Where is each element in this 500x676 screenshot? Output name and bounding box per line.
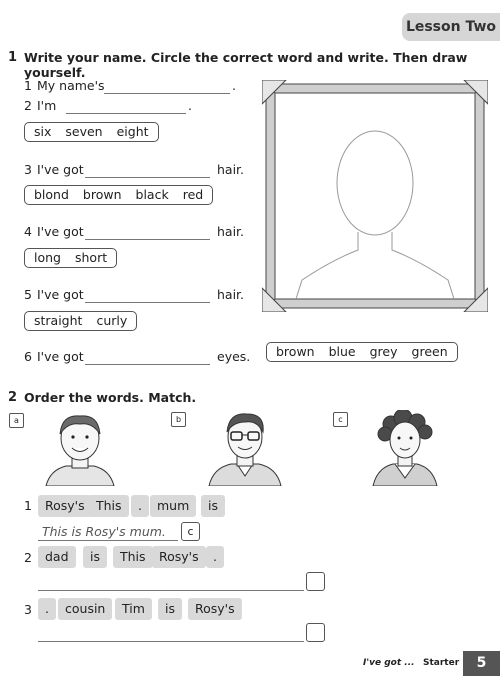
item-1-suffix: .: [232, 78, 236, 93]
hair-colour-options-box: [24, 185, 213, 205]
item-6-prefix: I've got: [37, 349, 84, 364]
word-tile[interactable]: .: [206, 546, 224, 568]
boy-illustration: [40, 408, 120, 486]
item-3-prefix: I've got: [37, 162, 84, 177]
word-tile[interactable]: This: [113, 546, 153, 568]
item-6-write-line[interactable]: [85, 364, 210, 365]
word-tile[interactable]: cousin: [58, 598, 112, 620]
option-short[interactable]: short: [74, 250, 108, 265]
item-2-suffix: .: [188, 98, 192, 113]
option-blue-eyes[interactable]: blue: [328, 344, 356, 359]
option-straight[interactable]: straight: [34, 313, 83, 328]
man-with-glasses-illustration: [205, 410, 285, 486]
item-4-prefix: I've got: [37, 224, 84, 239]
sentence-2-match-box[interactable]: [306, 572, 325, 591]
item-1-write-line[interactable]: [104, 93, 230, 94]
hair-style-options-box: [24, 311, 137, 331]
option-long[interactable]: long: [34, 250, 61, 265]
exercise-1-instruction: Write your name. Circle the correct word and write. Then draw yourself.: [24, 50, 468, 80]
word-tile[interactable]: .: [38, 598, 56, 620]
sentence-2-number: 2: [24, 550, 32, 565]
item-1-prefix: My name's: [37, 78, 105, 93]
picture-label-a: a: [9, 413, 24, 428]
sentence-3-write-line[interactable]: [38, 641, 304, 642]
footer-unit-title: I've got ...: [363, 658, 415, 668]
word-tile[interactable]: This: [89, 495, 129, 517]
word-tile[interactable]: is: [83, 546, 107, 568]
option-green-eyes[interactable]: green: [411, 344, 448, 359]
sentence-1-number: 1: [24, 498, 32, 513]
exercise-2-instruction: Order the words. Match.: [24, 390, 197, 405]
option-six[interactable]: six: [34, 124, 52, 139]
option-brown-eyes[interactable]: brown: [276, 344, 315, 359]
item-5-suffix: hair.: [217, 287, 245, 302]
exercise-1-number: 1: [8, 50, 18, 65]
picture-label-b: b: [171, 412, 186, 427]
picture-label-c: c: [333, 412, 348, 427]
word-tile[interactable]: dad: [38, 546, 76, 568]
option-black[interactable]: black: [135, 187, 169, 202]
self-portrait-frame[interactable]: [262, 80, 488, 312]
option-curly[interactable]: curly: [96, 313, 128, 328]
option-grey-eyes[interactable]: grey: [369, 344, 398, 359]
item-4-number: 4: [24, 224, 32, 239]
item-4-suffix: hair.: [217, 224, 245, 239]
item-2-prefix: I'm: [37, 98, 57, 113]
sentence-1-write-line[interactable]: [38, 540, 178, 541]
item-3-write-line[interactable]: [85, 177, 210, 178]
word-tile[interactable]: Rosy's: [188, 598, 242, 620]
word-tile[interactable]: .: [131, 495, 149, 517]
footer-unit-name: Starter: [423, 658, 460, 668]
woman-curly-hair-illustration: [365, 410, 445, 486]
item-5-number: 5: [24, 287, 32, 302]
word-tile[interactable]: Rosy's: [152, 546, 206, 568]
hair-length-options-box: [24, 248, 117, 268]
item-6-suffix: eyes.: [217, 349, 251, 364]
word-tile[interactable]: is: [158, 598, 182, 620]
option-red[interactable]: red: [182, 187, 204, 202]
item-4-write-line[interactable]: [85, 239, 210, 240]
sentence-2-write-line[interactable]: [38, 590, 304, 591]
page-number: 5: [463, 651, 500, 676]
item-5-prefix: I've got: [37, 287, 84, 302]
option-eight[interactable]: eight: [116, 124, 149, 139]
word-tile[interactable]: Rosy's: [38, 495, 92, 517]
exercise-2-number: 2: [8, 390, 18, 405]
word-tile[interactable]: Tim: [115, 598, 152, 620]
item-6-number: 6: [24, 349, 32, 364]
sentence-1-answer: This is Rosy's mum.: [42, 524, 166, 539]
sentence-3-match-box[interactable]: [306, 623, 325, 642]
item-3-suffix: hair.: [217, 162, 245, 177]
item-2-number: 2: [24, 98, 32, 113]
option-brown[interactable]: brown: [82, 187, 122, 202]
word-tile[interactable]: mum: [150, 495, 196, 517]
eye-colour-options-box: [266, 342, 458, 362]
item-1-number: 1: [24, 78, 32, 93]
item-2-write-line[interactable]: [66, 113, 186, 114]
age-options-box: [24, 122, 159, 142]
word-tile[interactable]: is: [201, 495, 225, 517]
option-blond[interactable]: blond: [34, 187, 69, 202]
lesson-tab: Lesson Two: [402, 13, 500, 41]
item-5-write-line[interactable]: [85, 302, 210, 303]
sentence-3-number: 3: [24, 602, 32, 617]
sentence-1-match-box[interactable]: c: [181, 522, 200, 541]
item-3-number: 3: [24, 162, 32, 177]
option-seven[interactable]: seven: [65, 124, 103, 139]
